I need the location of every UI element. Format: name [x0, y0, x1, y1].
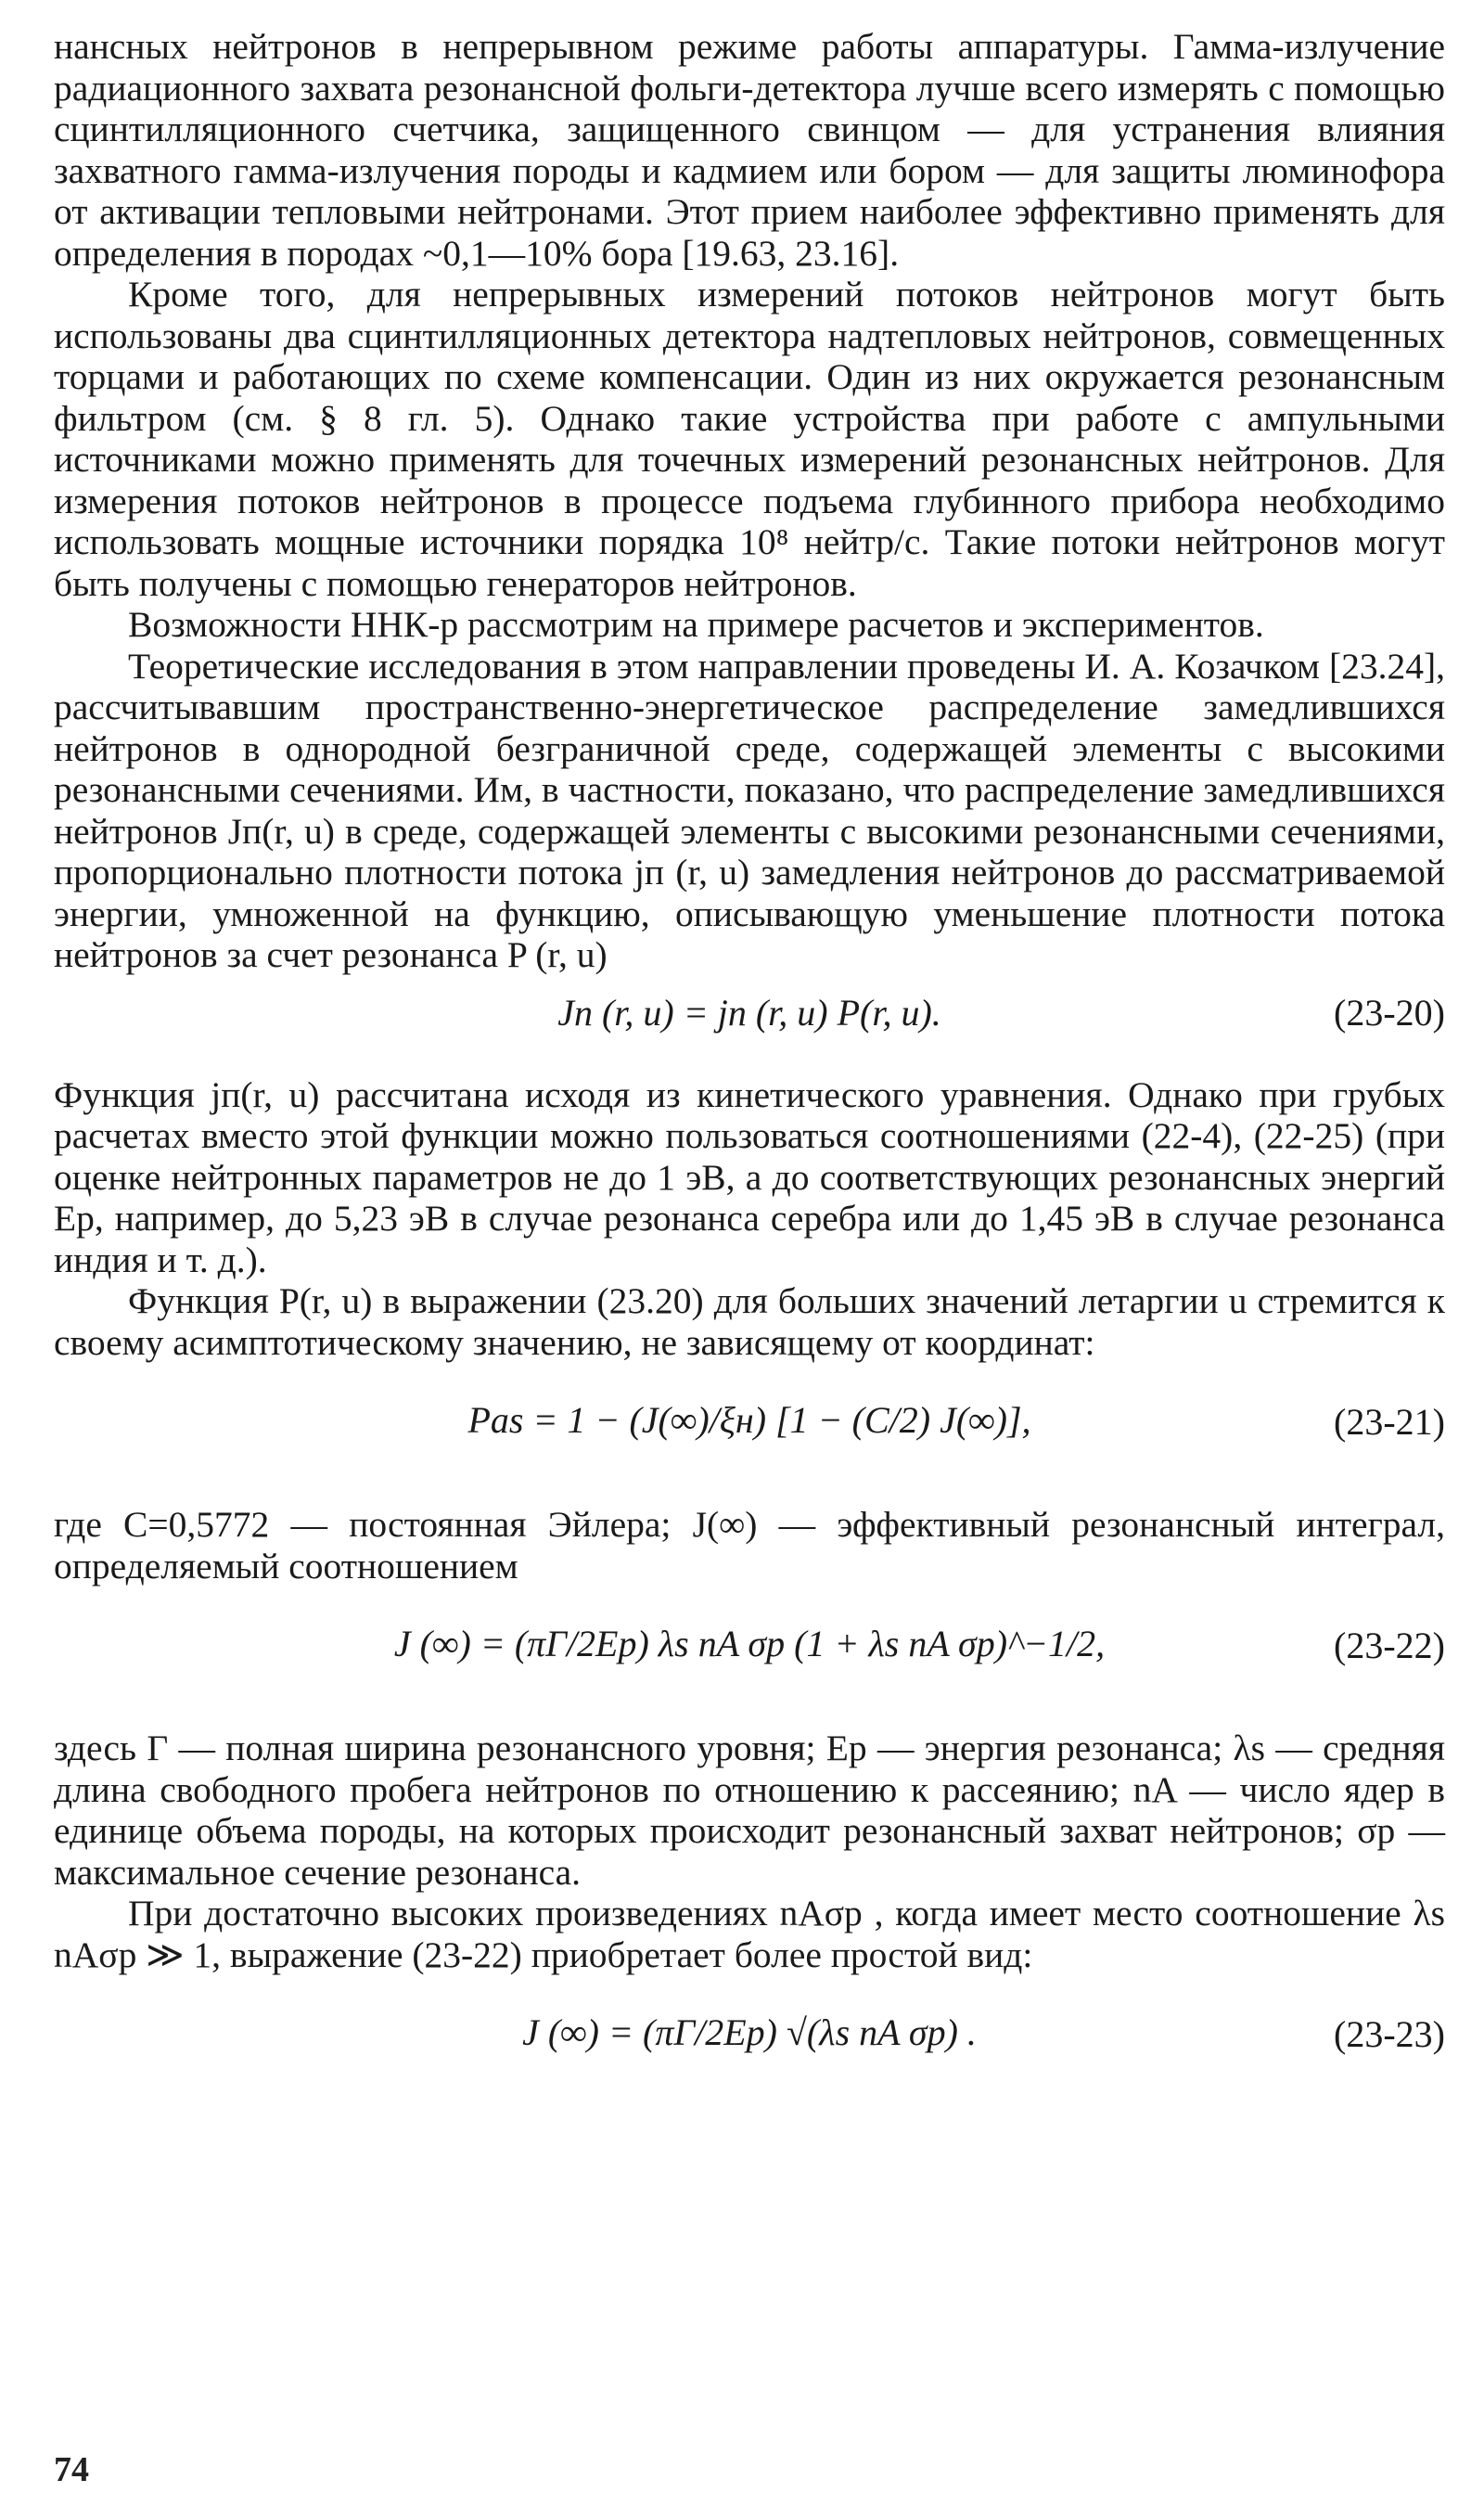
paragraph: Теоретические исследования в этом направлении проведены И. А. Козачком [23.24], рассчитывавшим пространственно-энергетическое распределение замедлившихся нейтронов в однородной безграничной среде, содержащей элементы с высокими резонансными сечениями. Им, в частности, показано, что распределение замедлившихся нейтронов Jп(r, u) в среде, содержащей элементы с высокими резонансными сечениями, пропорционально плотности потока jп (r, u) замедления нейтронов до рассматриваемой энергии, умноженной на функцию, описывающую уменьшение плотности потока нейтронов за счет резонанса P (r, u): [54, 645, 1445, 975]
paragraph: Возможности ННК-р рассмотрим на примере расчетов и экспериментов.: [128, 604, 1264, 645]
paragraph: Кроме того, для непрерывных измерений потоков нейтронов могут быть использованы два сцинтилляционных детектора надтепловых нейтронов, совмещенных торцами и работающих по схеме компенсации. Один из них окружается резонансным фильтром (см. § 8 гл. 5). Однако такие устройства при работе с ампульными источниками можно применять для точечных измерений резонансных нейтронов. Для измерения потоков нейтронов в процессе подъема глубинного прибора необходимо использовать мощные источники порядка 10⁸ нейтр/с. Такие потоки нейтронов могут быть получены с помощью генераторов нейтронов.: [54, 274, 1445, 604]
equation-23-22: [54, 1599, 1445, 1703]
equation-23-20: [54, 982, 1445, 1052]
equation-formula: J (∞) = (πГ/2Eр) √(λs nA σр) .: [522, 2011, 977, 2053]
equation-23-23: [54, 1988, 1445, 2092]
equation-formula: Pas = 1 − (J(∞)/ξн) [1 − (C/2) J(∞)],: [467, 1399, 1031, 1441]
paragraph: При достаточно высоких произведениях nAσр , когда имеет место соотношение λs nAσр ≫ 1, выражение (23-22) приобретает более простой вид:: [54, 1893, 1445, 1975]
paragraph: здесь Г — полная ширина резонансного уровня; Eр — энергия резонанса; λs — средняя длина свободного пробега нейтронов по отношению к рассеянию; nA — число ядер в единице объема породы, на которых происходит резонансный захват нейтронов; σр — максимальное сечение резонанса.: [54, 1728, 1445, 1893]
paragraph: нансных нейтронов в непрерывном режиме работы аппаратуры. Гамма-излучение радиационного захвата резонансной фольги-детектора лучше всего измерять с помощью сцинтилляционного счетчика, защищенного свинцом — для устранения влияния захватного гамма-излучения породы и кадмием или бором — для защиты люминофора от активации тепловыми нейтронами. Этот прием наиболее эффективно применять для определения в породах ~0,1—10% бора [19.63, 23.16].: [54, 26, 1445, 274]
paragraph: где C=0,5772 — постоянная Эйлера; J(∞) — эффективный резонансный интеграл, определяемый соотношением: [54, 1504, 1445, 1587]
paragraph: Функция P(r, u) в выражении (23.20) для больших значений летаргии u стремится к своему асимптотическому значению, не зависящему от координат:: [54, 1280, 1445, 1363]
equation-number: (23-22): [1334, 1625, 1445, 1666]
equation-number: (23-20): [1334, 991, 1445, 1034]
equation-23-21: [54, 1376, 1445, 1480]
page-number: 74: [54, 2450, 89, 2489]
equation-formula: J (∞) = (πГ/2Eр) λs nA σр (1 + λs nA σр)^−1/2,: [393, 1623, 1106, 1664]
equation-formula: Jп (r, u) = jп (r, u) P(r, u).: [557, 991, 941, 1034]
equation-number: (23-21): [1334, 1401, 1445, 1443]
paragraph: Функция jп(r, u) рассчитана исходя из кинетического уравнения. Однако при грубых расчетах вместо этой функции можно пользоваться соотношениями (22-4), (22-25) (при оценке нейтронных параметров не до 1 эВ, а до соответствующих резонансных энергий Eр, например, до 5,23 эВ в случае резонанса серебра или до 1,45 эВ в случае резонанса индия и т. д.).: [54, 1073, 1445, 1280]
page-body: [54, 26, 1445, 2116]
equation-number: (23-23): [1334, 2013, 1445, 2055]
